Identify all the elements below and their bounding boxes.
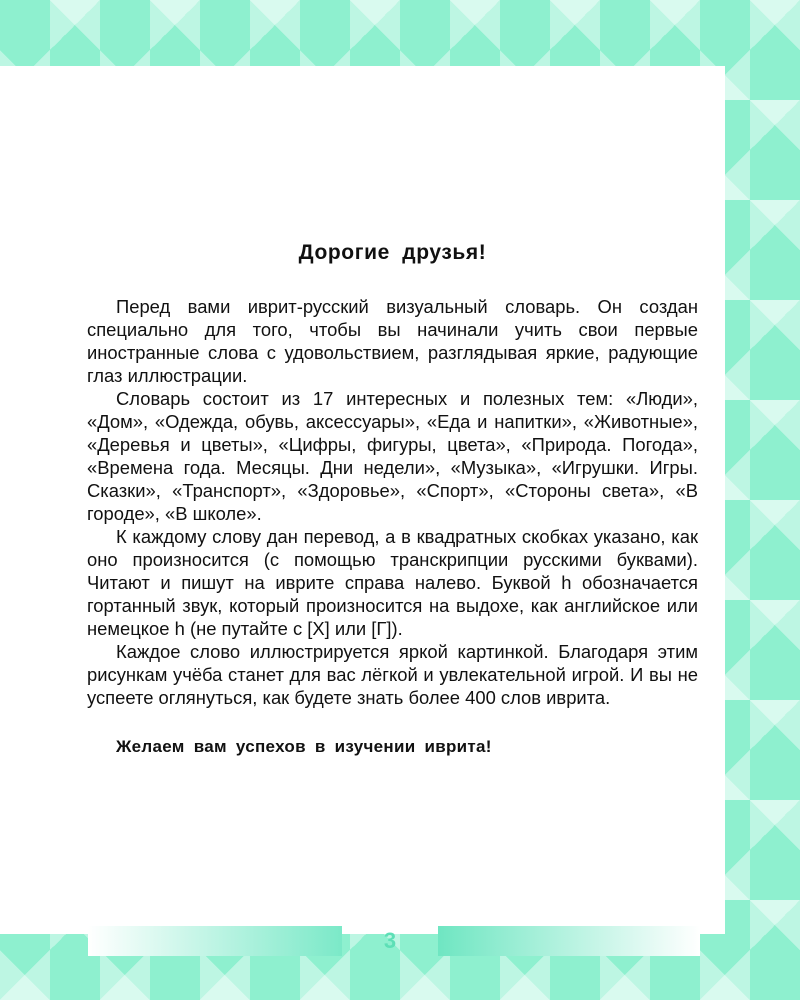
transcription-paragraph: К каждому слову дан перевод, а в квадратных скобках указано, как оно произносится (с помощью транскрипции русскими буквами). Читают и пишут на иврите справа налево. Буквой h обозначается гортанный звук, который произносится на выдохе, как английское или немецкое h (не путайте с [Х] или [Г]). <box>87 526 698 639</box>
footer-bar-left <box>88 926 342 956</box>
page-sheet <box>0 66 725 953</box>
page-number: 3 <box>383 928 397 953</box>
illustrations-paragraph: Каждое слово иллюстрируется яркой картинкой. Благодаря этим рисункам учёба станет для вас лёгкой и увлекательной игрой. И вы не успеете оглянуться, как будете знать более 400 слов иврита. <box>87 641 698 708</box>
intro-paragraph: Перед вами иврит-русский визуальный словарь. Он создан специально для того, чтобы вы начинали учить свои первые иностранные слова с удовольствием, разглядывая яркие, радующие глаз иллюстрации. <box>87 296 698 386</box>
page-title: Дорогие друзья! <box>298 241 487 264</box>
page-footer <box>88 926 700 956</box>
topics-paragraph: Словарь состоит из 17 интересных и полезных тем: «Люди», «Дом», «Одежда, обувь, аксессуары», «Еда и напитки», «Животные», «Деревья и цветы», «Цифры, фигуры, цвета», «Природа. Погода», «Времена года. Месяцы. Дни недели», «Музыка», «Игрушки. Игры. Сказки», «Транспорт», «Здоровье», «Спорт», «Стороны света», «В городе», «В школе». <box>87 388 698 524</box>
page-content <box>87 241 698 757</box>
footer-bar-right <box>438 926 700 956</box>
closing-wish: Желаем вам успехов в изучении иврита! <box>116 737 492 756</box>
